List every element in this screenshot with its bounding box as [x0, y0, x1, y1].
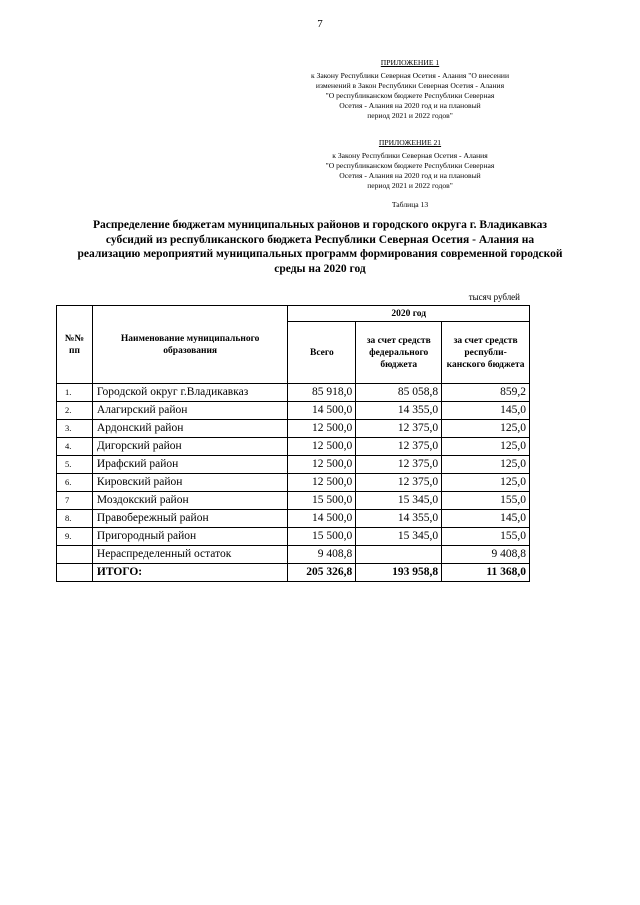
row-republic: 155,0	[442, 528, 530, 546]
appendix-1-line: период 2021 и 2022 годов"	[367, 111, 453, 120]
row-num: 8.	[57, 510, 93, 528]
row-name: Дигорский район	[92, 438, 288, 456]
row-name: Городской округ г.Владикавказ	[92, 384, 288, 402]
units-label: тысяч рублей	[468, 292, 520, 302]
row-federal: 12 375,0	[356, 456, 442, 474]
row-total: 14 500,0	[288, 510, 356, 528]
table-row	[57, 384, 530, 402]
total-label: ИТОГО:	[92, 564, 288, 582]
appendix-21-line: период 2021 и 2022 годов"	[367, 181, 453, 190]
row-total: 12 500,0	[288, 456, 356, 474]
row-republic: 125,0	[442, 456, 530, 474]
row-num: 5.	[57, 456, 93, 474]
header-total: Всего	[288, 322, 356, 384]
table-row	[57, 546, 530, 564]
row-republic: 125,0	[442, 474, 530, 492]
appendix-1-line: изменений в Закон Республики Северная Осетия - Алания	[315, 81, 505, 90]
row-republic: 145,0	[442, 402, 530, 420]
row-total: 12 500,0	[288, 420, 356, 438]
row-name: Нераспределенный остаток	[92, 546, 288, 564]
row-num: 6.	[57, 474, 93, 492]
row-name: Правобережный район	[92, 510, 288, 528]
row-federal	[356, 546, 442, 564]
row-federal: 85 058,8	[356, 384, 442, 402]
row-num: 4.	[57, 438, 93, 456]
row-num: 9.	[57, 528, 93, 546]
total-sum: 205 326,8	[288, 564, 356, 582]
subsidy-table	[56, 305, 530, 582]
row-name: Моздокский район	[92, 492, 288, 510]
page-number: 7	[317, 18, 323, 30]
header-federal: за счет средств федерального бюджета	[356, 322, 442, 384]
row-total: 14 500,0	[288, 402, 356, 420]
row-republic: 155,0	[442, 492, 530, 510]
appendix-1-header: ПРИЛОЖЕНИЕ 1	[380, 58, 440, 67]
table-label: Таблица 13	[391, 200, 429, 209]
row-federal: 15 345,0	[356, 528, 442, 546]
row-federal: 12 375,0	[356, 420, 442, 438]
header-republic: за счет средств республи-канского бюджета	[442, 322, 530, 384]
appendix-21-line: Осетия - Алания на 2020 год и на плановый	[339, 171, 481, 180]
total-republic: 11 368,0	[442, 564, 530, 582]
table-row	[57, 420, 530, 438]
appendix-1-line: к Закону Республики Северная Осетия - Алания "О внесении	[310, 71, 510, 80]
row-num	[57, 546, 93, 564]
title-line: среды на 2020 год	[274, 262, 366, 275]
appendix-21-block	[290, 138, 530, 191]
row-total: 85 918,0	[288, 384, 356, 402]
row-name: Пригородный район	[92, 528, 288, 546]
table-row	[57, 402, 530, 420]
title-line: субсидий из республиканского бюджета Республики Северная Осетия - Алания на	[105, 233, 535, 246]
appendix-1-line: "О республиканском бюджете Республики Северная	[325, 91, 495, 100]
row-total: 12 500,0	[288, 438, 356, 456]
row-name: Кировский район	[92, 474, 288, 492]
row-federal: 12 375,0	[356, 438, 442, 456]
appendix-1-block	[290, 58, 530, 121]
row-federal: 15 345,0	[356, 492, 442, 510]
table-row	[57, 438, 530, 456]
appendix-21-header: ПРИЛОЖЕНИЕ 21	[378, 138, 442, 147]
row-republic: 145,0	[442, 510, 530, 528]
row-republic: 859,2	[442, 384, 530, 402]
document-title	[60, 218, 580, 276]
total-row	[57, 564, 530, 582]
table-row	[57, 456, 530, 474]
row-total: 12 500,0	[288, 474, 356, 492]
row-total: 15 500,0	[288, 492, 356, 510]
appendix-21-line: "О республиканском бюджете Республики Северная	[325, 161, 495, 170]
row-federal: 12 375,0	[356, 474, 442, 492]
row-name: Ирафский район	[92, 456, 288, 474]
total-num	[57, 564, 93, 582]
total-federal: 193 958,8	[356, 564, 442, 582]
table-row	[57, 528, 530, 546]
appendix-21-line: к Закону Республики Северная Осетия - Алания	[332, 151, 488, 160]
row-republic: 9 408,8	[442, 546, 530, 564]
table-row	[57, 510, 530, 528]
header-num: №№ пп	[57, 306, 93, 384]
row-name: Алагирский район	[92, 402, 288, 420]
header-name: Наименование муниципального образования	[92, 306, 288, 384]
row-federal: 14 355,0	[356, 402, 442, 420]
title-line: Распределение бюджетам муниципальных районов и городского округа г. Владикавказ	[93, 219, 547, 231]
row-num: 2.	[57, 402, 93, 420]
title-line: реализацию мероприятий муниципальных программ формирования современной городской	[77, 248, 563, 260]
row-num: 7	[57, 492, 93, 510]
row-republic: 125,0	[442, 420, 530, 438]
row-num: 3.	[57, 420, 93, 438]
table-row	[57, 492, 530, 510]
row-republic: 125,0	[442, 438, 530, 456]
table-row	[57, 474, 530, 492]
row-name: Ардонский район	[92, 420, 288, 438]
row-federal: 14 355,0	[356, 510, 442, 528]
header-year: 2020 год	[288, 306, 530, 322]
row-total: 9 408,8	[288, 546, 356, 564]
row-num: 1.	[57, 384, 93, 402]
row-total: 15 500,0	[288, 528, 356, 546]
appendix-1-line: Осетия - Алания на 2020 год и на плановый	[339, 101, 481, 110]
